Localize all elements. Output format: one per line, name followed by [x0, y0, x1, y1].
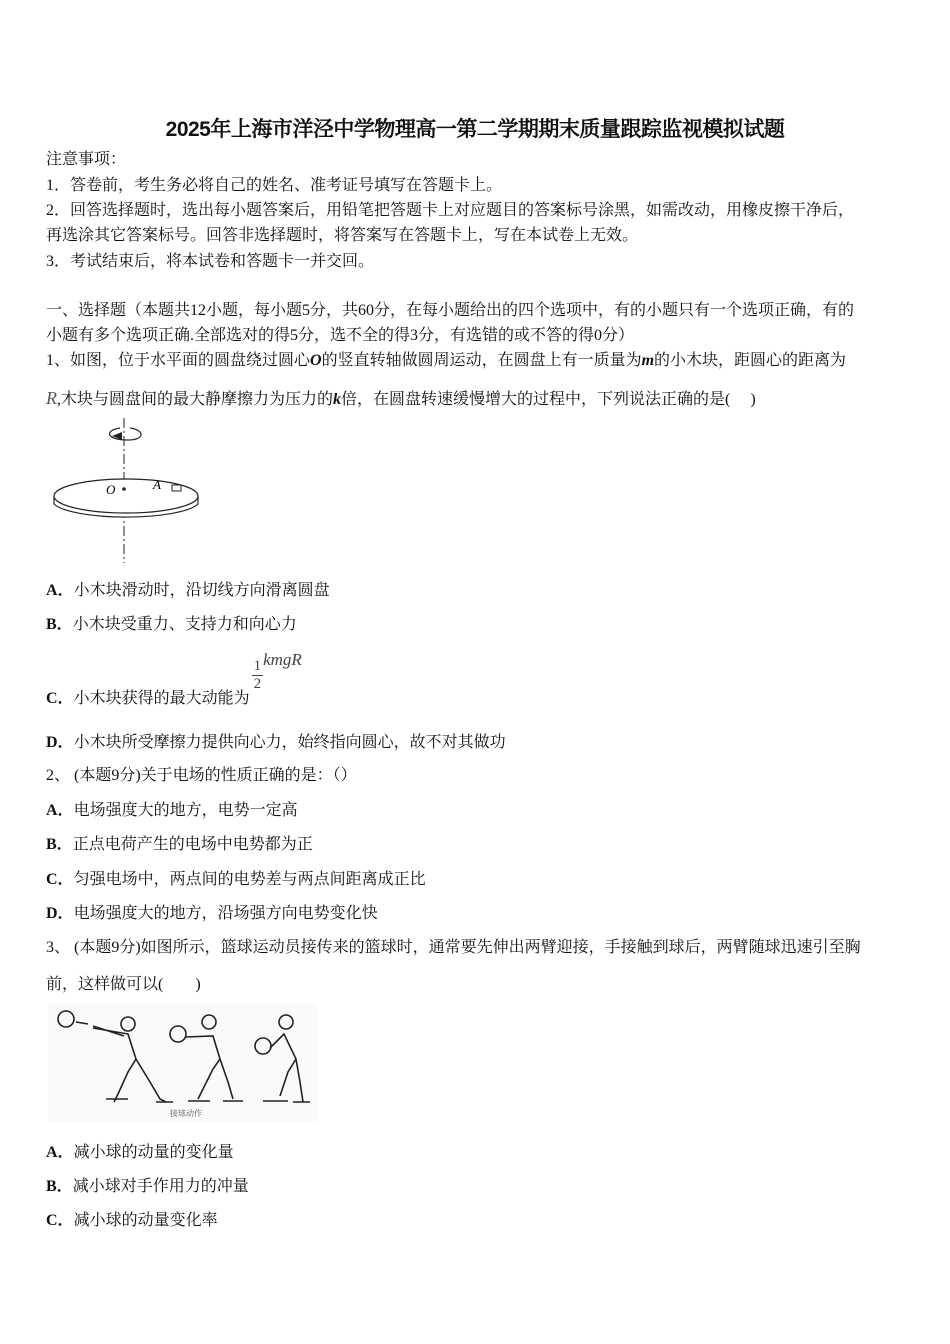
q2-option-b	[46, 835, 313, 855]
option-text: 电场强度大的地方，电势一定高	[73, 802, 298, 819]
notice-heading: 注意事项：	[46, 151, 127, 168]
option-text: 减小球的动量的变化量	[73, 1144, 234, 1161]
option-text: 小木块滑动时，沿切线方向滑离圆盘	[73, 582, 330, 599]
notice-item: 再选涂其它答案标号。回答非选择题时，将答案写在答题卡上，写在本试卷上无效。	[46, 227, 639, 244]
page-title: 2025年上海市洋泾中学物理高一第二学期期末质量跟踪监视模拟试题	[165, 118, 785, 141]
label-a: A	[153, 477, 161, 492]
q2-option-a	[46, 801, 298, 821]
var-m: m	[641, 352, 655, 369]
option-key: A．	[46, 802, 74, 819]
q2-option-c	[46, 870, 426, 890]
q1-option-b	[46, 615, 297, 635]
option-key: D．	[46, 734, 74, 751]
q1-stem-line2	[46, 388, 756, 410]
q1-stem-line1	[46, 351, 846, 371]
notice-item: 1．答卷前，考生务必将自己的姓名、准考证号填写在答题卡上。	[46, 177, 503, 194]
q2-stem: 2、 (本题9分)关于电场的性质正确的是：（）	[46, 767, 357, 784]
option-text: 减小球的动量变化率	[73, 1212, 218, 1229]
q1-option-c	[46, 650, 302, 707]
option-key: B．	[46, 836, 73, 853]
denominator: 2	[253, 675, 262, 692]
option-key: D．	[46, 905, 74, 922]
option-key: C．	[46, 871, 74, 888]
numerator: 1	[253, 657, 262, 674]
option-text: 减小球对手作用力的冲量	[72, 1178, 249, 1195]
text: 的竖直转轴做圆周运动，在圆盘上有一质量为	[321, 352, 642, 369]
var-k: k	[333, 391, 342, 408]
option-text: 电场强度大的地方，沿场强方向电势变化快	[73, 905, 378, 922]
rotating-disk-figure	[50, 418, 210, 563]
option-text: 小木块获得的最大动能为	[73, 690, 250, 707]
section-heading-cont: 小题有多个选项正确.全部选对的得5分，选不全的得3分，有选错的或不答的得0分）	[46, 327, 635, 344]
q2-option-d	[46, 904, 378, 924]
text: ,木块与圆盘间的最大静摩擦力为压力的	[57, 391, 334, 408]
block-icon	[172, 485, 181, 491]
q1-option-d	[46, 733, 506, 753]
option-key: A．	[46, 1144, 74, 1161]
q1-option-a	[46, 581, 330, 601]
section-heading: 一、选择题（本题共12小题，每小题5分，共60分，在每小题给出的四个选项中，有的小题只有一个选项正确，有的	[46, 302, 855, 319]
q3-stem-line2: 前，这样做可以( )	[46, 976, 201, 993]
text: 的小木块，距圆心的距离为	[654, 352, 847, 369]
notice-item: 2．回答选择题时，选出每小题答案后，用铅笔把答题卡上对应题目的答案标号涂黑，如需改动，用橡皮擦干净后，	[46, 202, 855, 219]
q3-option-c	[46, 1211, 218, 1231]
q3-option-a	[46, 1143, 234, 1163]
var-r: R	[46, 388, 57, 408]
fraction	[252, 658, 264, 693]
label-o: O	[106, 482, 116, 497]
q3-stem-line1: 3、 (本题9分)如图所示，篮球运动员接传来的篮球时，通常要先伸出两臂迎接，手接触到球后，两臂随球迅速引至胸	[46, 939, 861, 956]
option-key: C．	[46, 690, 74, 707]
formula-expr: kmgR	[263, 650, 302, 669]
var-o: O	[310, 352, 322, 369]
option-text: 匀强电场中，两点间的电势差与两点间距离成正比	[73, 871, 426, 888]
option-key: A．	[46, 582, 74, 599]
text: 1、如图，位于水平面的圆盘绕过圆心	[46, 352, 311, 369]
notice-item: 3．考试结束后，将本试卷和答题卡一并交回。	[46, 253, 375, 270]
basketball-catch-figure	[48, 1004, 318, 1122]
figure-caption: 接球动作	[170, 1109, 202, 1118]
option-key: B．	[46, 616, 73, 633]
option-text: 小木块所受摩擦力提供向心力，始终指向圆心，故不对其做功	[73, 734, 506, 751]
q3-option-b	[46, 1177, 249, 1197]
option-text: 正点电荷产生的电场中电势都为正	[72, 836, 313, 853]
option-key: C．	[46, 1212, 74, 1229]
option-text: 小木块受重力、支持力和向心力	[72, 616, 297, 633]
option-key: B．	[46, 1178, 73, 1195]
text: 倍，在圆盘转速缓慢增大的过程中，下列说法正确的是( )	[341, 391, 756, 408]
